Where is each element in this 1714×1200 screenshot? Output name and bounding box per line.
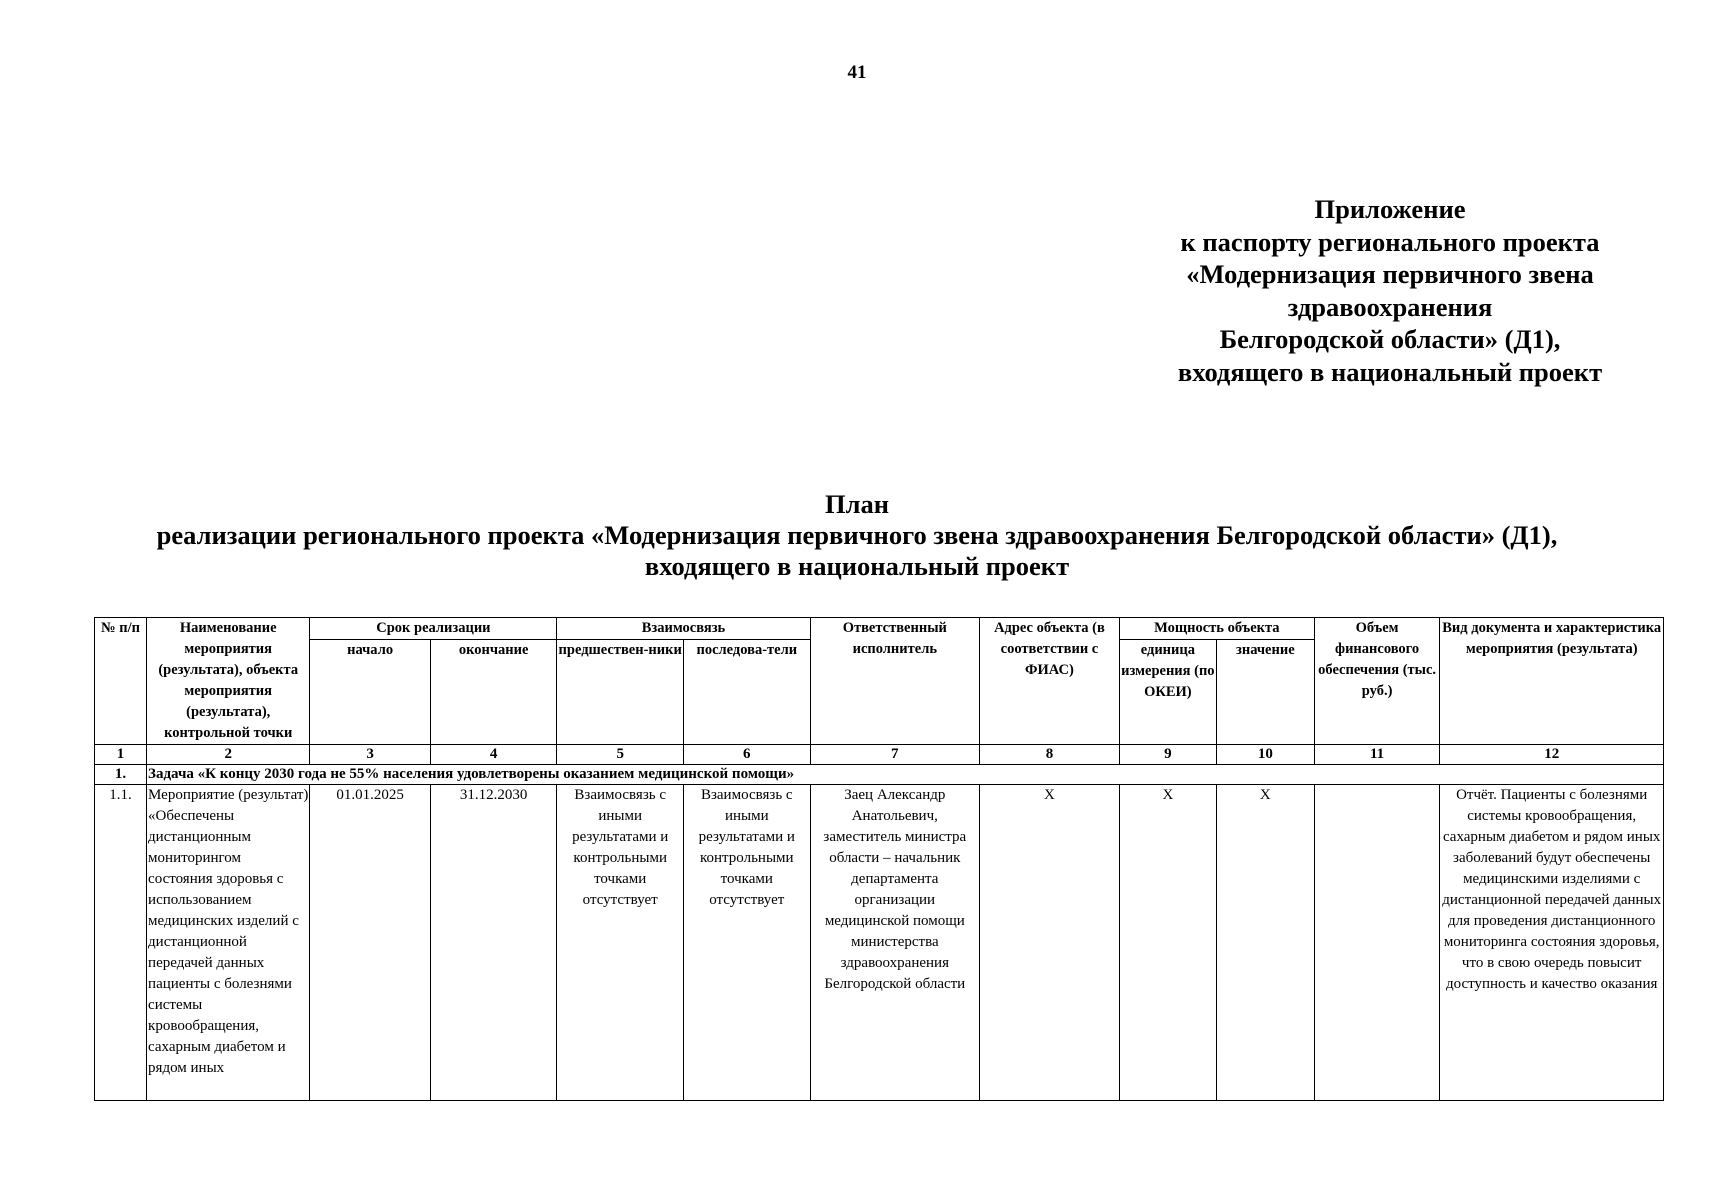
task-num: 1.	[95, 765, 147, 785]
column-number: 4	[430, 745, 557, 765]
header-doc: Вид документа и характеристика мероприятия (результата)	[1440, 618, 1664, 745]
appendix-line: Белгородской области» (Д1),	[1219, 324, 1561, 354]
row-successors: Взаимосвязь с иными результатами и контрольными точками отсутствует	[698, 787, 795, 908]
plan-title-line: реализации регионального проекта «Модернизация первичного звена здравоохранения Белгородской области» (Д1),	[156, 520, 1558, 550]
appendix-line: к паспорту регионального проекта	[1180, 226, 1600, 257]
column-number: 3	[310, 745, 430, 765]
column-numbers-row	[95, 745, 1664, 765]
header-unit: единица измерения (по ОКЕИ)	[1119, 640, 1216, 745]
column-number: 12	[1440, 745, 1664, 765]
header-capacity: Мощность объекта	[1119, 618, 1314, 640]
row-start: 01.01.2025	[336, 787, 404, 803]
header-end: окончание	[430, 640, 557, 745]
header-responsible: Ответственный исполнитель	[810, 618, 979, 745]
header-predecessors: предшествен-ники	[557, 640, 684, 745]
row-address: Х	[1044, 787, 1055, 803]
header-address: Адрес объекта (в соответствии с ФИАС)	[980, 618, 1120, 745]
appendix-line: Приложение	[1314, 194, 1466, 224]
header-name: Наименование мероприятия (результата), объекта мероприятия (результата), контрольной точки	[147, 618, 310, 745]
header-period: Срок реализации	[310, 618, 557, 640]
row-name: Мероприятие (результат) «Обеспечены дистанционным мониторингом состояния здоровья с использованием медицинских изделий с дистанционной передачей данных пациенты с болезнями системы кровообращения, сахарным диабетом и рядом иных	[148, 787, 309, 1076]
plan-title-line: входящего в национальный проект	[644, 551, 1070, 581]
appendix-line: «Модернизация первичного звена	[1186, 259, 1594, 289]
page-number: 41	[847, 62, 867, 83]
row-value: Х	[1259, 787, 1271, 803]
plan-title-line: План	[825, 489, 889, 519]
task-row	[95, 765, 1664, 785]
column-number: 10	[1216, 745, 1314, 765]
row-finance	[1316, 785, 1439, 1100]
header-finance: Объем финансового обеспечения (тыс. руб.)	[1314, 618, 1440, 745]
column-number: 2	[147, 745, 310, 765]
column-number: 7	[810, 745, 979, 765]
row-num: 1.1.	[109, 787, 132, 803]
header-num: № п/п	[95, 618, 147, 745]
column-number: 1	[95, 745, 147, 765]
appendix-line: здравоохранения	[1287, 291, 1493, 322]
header-successors: последова-тели	[683, 640, 810, 745]
row-responsible: Заец Александр Анатольевич, заместитель министра области – начальник департамента организации медицинской помощи министерства здравоохранения Белгородской области	[823, 787, 967, 992]
column-number: 8	[980, 745, 1120, 765]
column-number: 5	[557, 745, 684, 765]
row-doc: Отчёт. Пациенты с болезнями системы кровообращения, сахарным диабетом и рядом иных заболеваний будут обеспечены медицинскими изделиями с дистанционной передачей данных для проведения дистанционного мониторинга состояния здоровья, что в свою очередь повысит доступность и качество оказания	[1442, 787, 1662, 992]
column-number: 11	[1314, 745, 1440, 765]
plan-title	[0, 489, 1714, 582]
column-number: 9	[1119, 745, 1216, 765]
row-unit: Х	[1162, 787, 1174, 803]
task-text: Задача «К концу 2030 года не 55% населения удовлетворены оказанием медицинской помощи»	[147, 765, 1664, 785]
table-row	[95, 785, 1664, 1101]
appendix-line: входящего в национальный проект	[1177, 356, 1603, 387]
header-relation: Взаимосвязь	[557, 618, 810, 640]
row-end: 31.12.2030	[459, 787, 528, 803]
header-start: начало	[310, 640, 430, 745]
header-value: значение	[1216, 640, 1314, 745]
row-predecessors: Взаимосвязь с иными результатами и контрольными точками отсутствует	[572, 787, 669, 908]
column-number: 6	[683, 745, 810, 765]
plan-table	[94, 617, 1664, 1101]
appendix-heading	[1150, 193, 1630, 388]
